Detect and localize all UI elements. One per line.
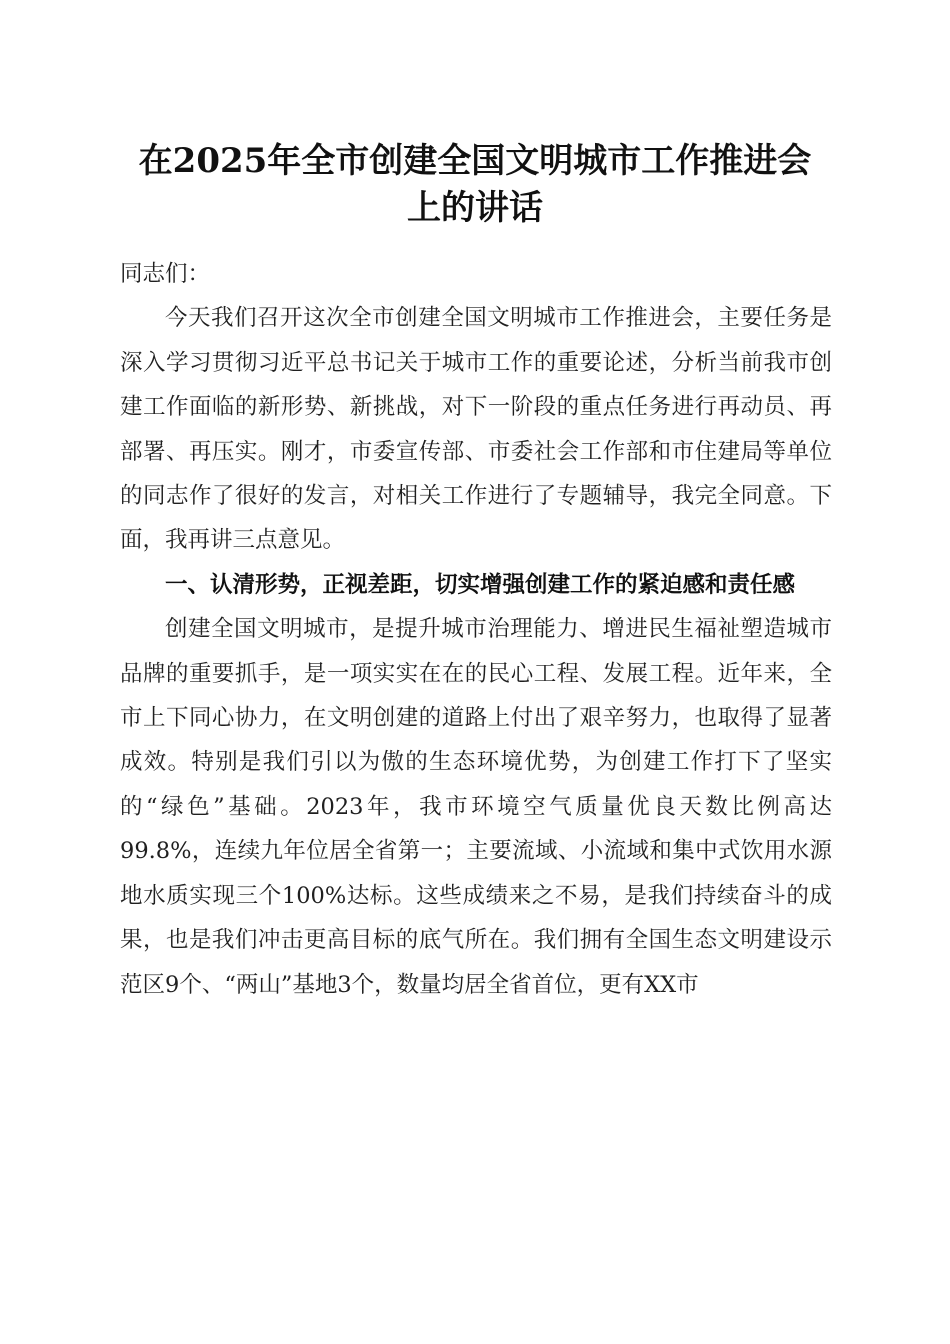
document-title [100, 138, 850, 232]
title-line-2: 上的讲话 [407, 188, 543, 228]
section-1-paragraph: 创建全国文明城市，是提升城市治理能力、增进民生福祉塑造城市品牌的重要抓手，是一项实实在在的民心工程、发展工程。近年来，全市上下同心协力，在文明创建的道路上付出了艰辛努力，也取得了显著成效。特别是我们引以为傲的生态环境优势，为创建工作打下了坚实的“绿色”基础。2023年，我市环境空气质量优良天数比例高达99.8%，连续九年位居全省第一；主要流域、小流域和集中式饮用水源地水质实现三个100%达标。这些成绩来之不易，是我们持续奋斗的成果，也是我们冲击更高目标的底气所在。我们拥有全国生态文明建设示范区9个、“两山”基地3个，数量均居全省首位，更有XX市 [120, 616, 832, 998]
section-heading-1: 一、认清形势，正视差距，切实增强创建工作的紧迫感和责任感 [165, 571, 796, 598]
document-body [120, 252, 832, 1007]
salutation: 同志们： [120, 261, 211, 287]
opening-paragraph: 今天我们召开这次全市创建全国文明城市工作推进会，主要任务是深入学习贯彻习近平总书记关于城市工作的重要论述，分析当前我市创建工作面临的新形势、新挑战，对下一阶段的重点任务进行再动员、再部署、再压实。刚才，市委宣传部、市委社会工作部和市住建局等单位的同志作了很好的发言，对相关工作进行了专题辅导，我完全同意。下面，我再讲三点意见。 [120, 305, 832, 554]
title-line-1: 在2025年全市创建全国文明城市工作推进会 [138, 141, 812, 181]
